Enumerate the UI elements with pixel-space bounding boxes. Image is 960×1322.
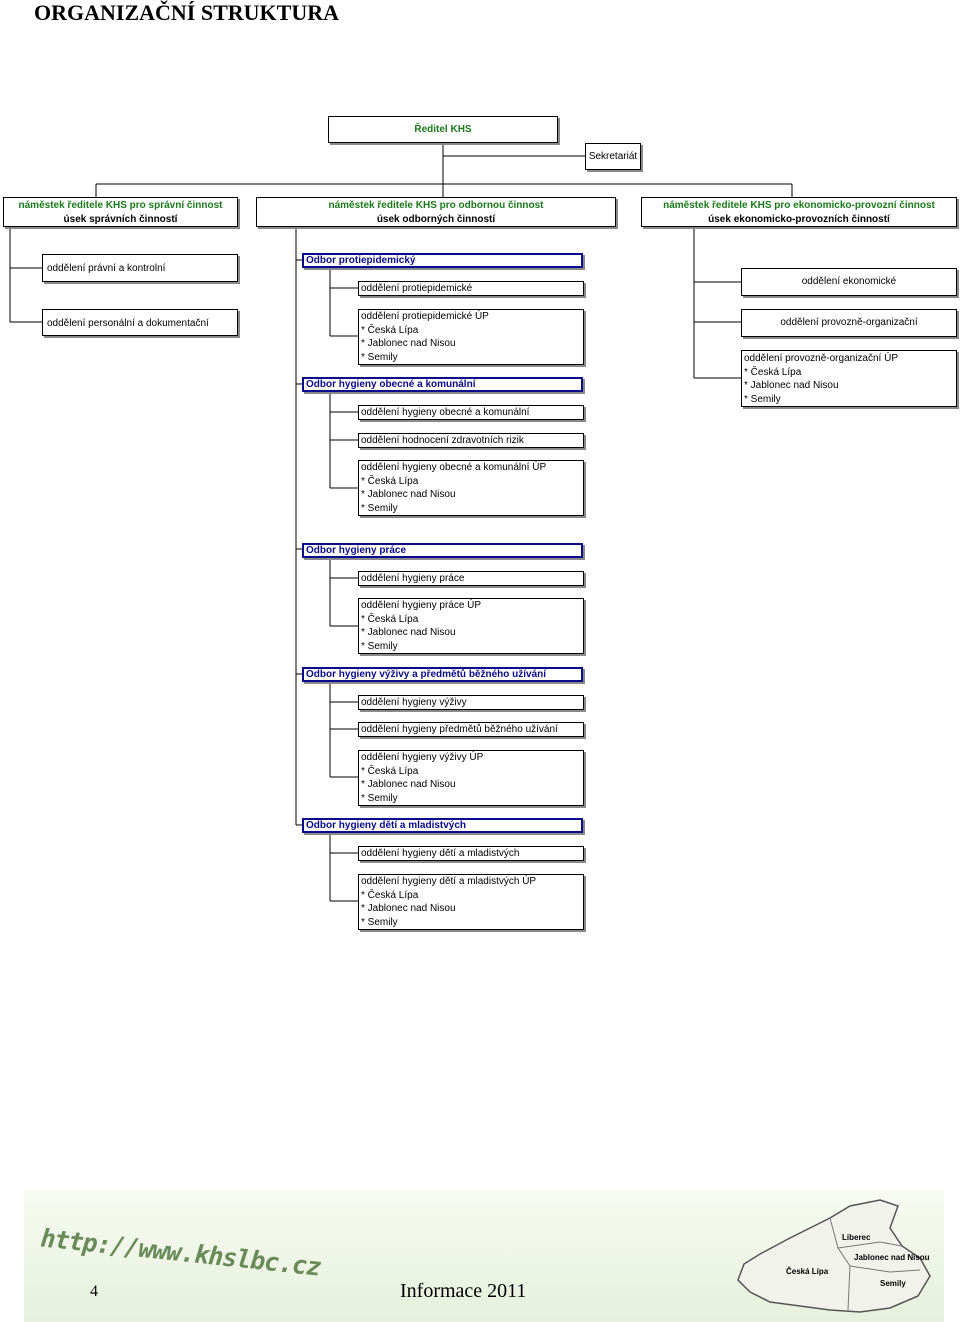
branch-label: * Semily: [361, 640, 398, 652]
page-number: 4: [90, 1283, 98, 1300]
department-label: oddělení provozně-organizační ÚP: [744, 353, 898, 364]
department-box: [358, 460, 584, 516]
deputy-title: náměstek ředitele KHS pro odbornou činnost: [328, 200, 544, 211]
department-label: oddělení protiepidemické ÚP: [361, 311, 489, 322]
deputy-admin-box: [3, 197, 238, 227]
department-label: oddělení právní a kontrolní: [47, 263, 166, 274]
odbor-box: [302, 667, 583, 682]
map-label-liberec: Liberec: [842, 1233, 871, 1242]
odbor-label: Odbor protiepidemický: [306, 255, 416, 266]
deputy-title: náměstek ředitele KHS pro ekonomicko-provozní činnost: [663, 200, 935, 211]
department-box: [358, 309, 584, 365]
odbor-box: [302, 543, 583, 558]
department-box: [42, 309, 238, 336]
department-label: oddělení protiepidemické: [361, 283, 473, 294]
page-title: ORGANIZAČNÍ STRUKTURA: [34, 0, 339, 25]
department-box: [358, 281, 584, 296]
department-label: oddělení hygieny obecné a komunální ÚP: [361, 462, 547, 473]
department-box: [358, 846, 584, 861]
department-box: [358, 874, 584, 930]
branch-label: * Česká Lípa: [361, 889, 419, 901]
branch-label: * Česká Lípa: [361, 613, 419, 625]
department-label: oddělení hygieny dětí a mladistvých ÚP: [361, 876, 537, 887]
branch-label: * Česká Lípa: [361, 765, 419, 777]
branch-label: * Jablonec nad Nisou: [361, 489, 456, 501]
department-box: [358, 433, 584, 448]
region-map-icon: [730, 1198, 940, 1318]
odbor-box: [302, 377, 583, 392]
publication-title: Informace 2011: [400, 1280, 527, 1302]
page-footer: [24, 1190, 944, 1322]
website-url: http://www.khslbc.cz: [39, 1223, 322, 1282]
branch-label: * Semily: [361, 792, 398, 804]
secretariat-box: [585, 143, 641, 170]
odbor-label: Odbor hygieny výživy a předmětů běžného užívání: [306, 669, 547, 680]
odbor-label: Odbor hygieny dětí a mladistvých: [306, 820, 467, 831]
branch-label: * Česká Lípa: [361, 324, 419, 336]
department-box: [42, 254, 238, 282]
director-label: Ředitel KHS: [414, 123, 472, 135]
branch-label: * Semily: [744, 393, 781, 405]
department-label: oddělení hygieny výživy ÚP: [361, 752, 484, 763]
department-box: [741, 268, 957, 296]
department-box: [358, 405, 584, 420]
department-box: [358, 750, 584, 806]
odbor-label: Odbor hygieny práce: [306, 545, 407, 556]
secretariat-label: Sekretariát: [588, 150, 638, 162]
branch-label: * Semily: [361, 916, 398, 928]
department-label: oddělení personální a dokumentační: [47, 318, 209, 329]
department-box: [358, 598, 584, 654]
deputy-section: úsek správních činností: [63, 213, 178, 225]
department-box: [741, 309, 957, 337]
deputy-section: úsek odborných činností: [376, 213, 496, 225]
deputy-economic-box: [641, 197, 957, 227]
department-label: oddělení hygieny předmětů běžného užívání: [361, 724, 558, 735]
map-label-jablonec: Jablonec nad Nisou: [854, 1253, 930, 1262]
department-box: [358, 722, 584, 737]
odbor-box: [302, 253, 583, 268]
department-box: [741, 350, 957, 407]
branch-label: * Česká Lípa: [361, 475, 419, 487]
odbor-label: Odbor hygieny obecné a komunální: [306, 379, 476, 390]
department-label: oddělení hygieny práce ÚP: [361, 600, 482, 611]
department-label: oddělení hygieny obecné a komunální: [361, 407, 530, 418]
deputy-section: úsek ekonomicko-provozních činností: [708, 213, 890, 225]
department-box: [358, 695, 584, 710]
department-label: oddělení hygieny práce: [361, 573, 465, 584]
branch-label: * Jablonec nad Nisou: [361, 779, 456, 791]
branch-label: * Jablonec nad Nisou: [361, 903, 456, 915]
branch-label: * Jablonec nad Nisou: [744, 380, 839, 392]
map-label-ceska-lipa: Česká Lípa: [786, 1267, 829, 1276]
branch-label: * Jablonec nad Nisou: [361, 627, 456, 639]
deputy-title: náměstek ředitele KHS pro správní činnost: [18, 200, 223, 211]
branch-label: * Česká Lípa: [744, 366, 802, 378]
director-box: [328, 116, 558, 143]
department-label: oddělení hygieny výživy: [361, 697, 467, 708]
department-label: oddělení ekonomické: [801, 276, 897, 288]
branch-label: * Jablonec nad Nisou: [361, 338, 456, 350]
deputy-professional-box: [256, 197, 616, 227]
branch-label: * Semily: [361, 502, 398, 514]
department-box: [358, 571, 584, 586]
department-label: oddělení hodnocení zdravotních rizik: [361, 435, 524, 446]
odbor-box: [302, 818, 583, 833]
department-label: oddělení provozně-organizační: [780, 317, 918, 329]
map-label-semily: Semily: [880, 1279, 906, 1288]
branch-label: * Semily: [361, 351, 398, 363]
department-label: oddělení hygieny dětí a mladistvých: [361, 848, 520, 859]
